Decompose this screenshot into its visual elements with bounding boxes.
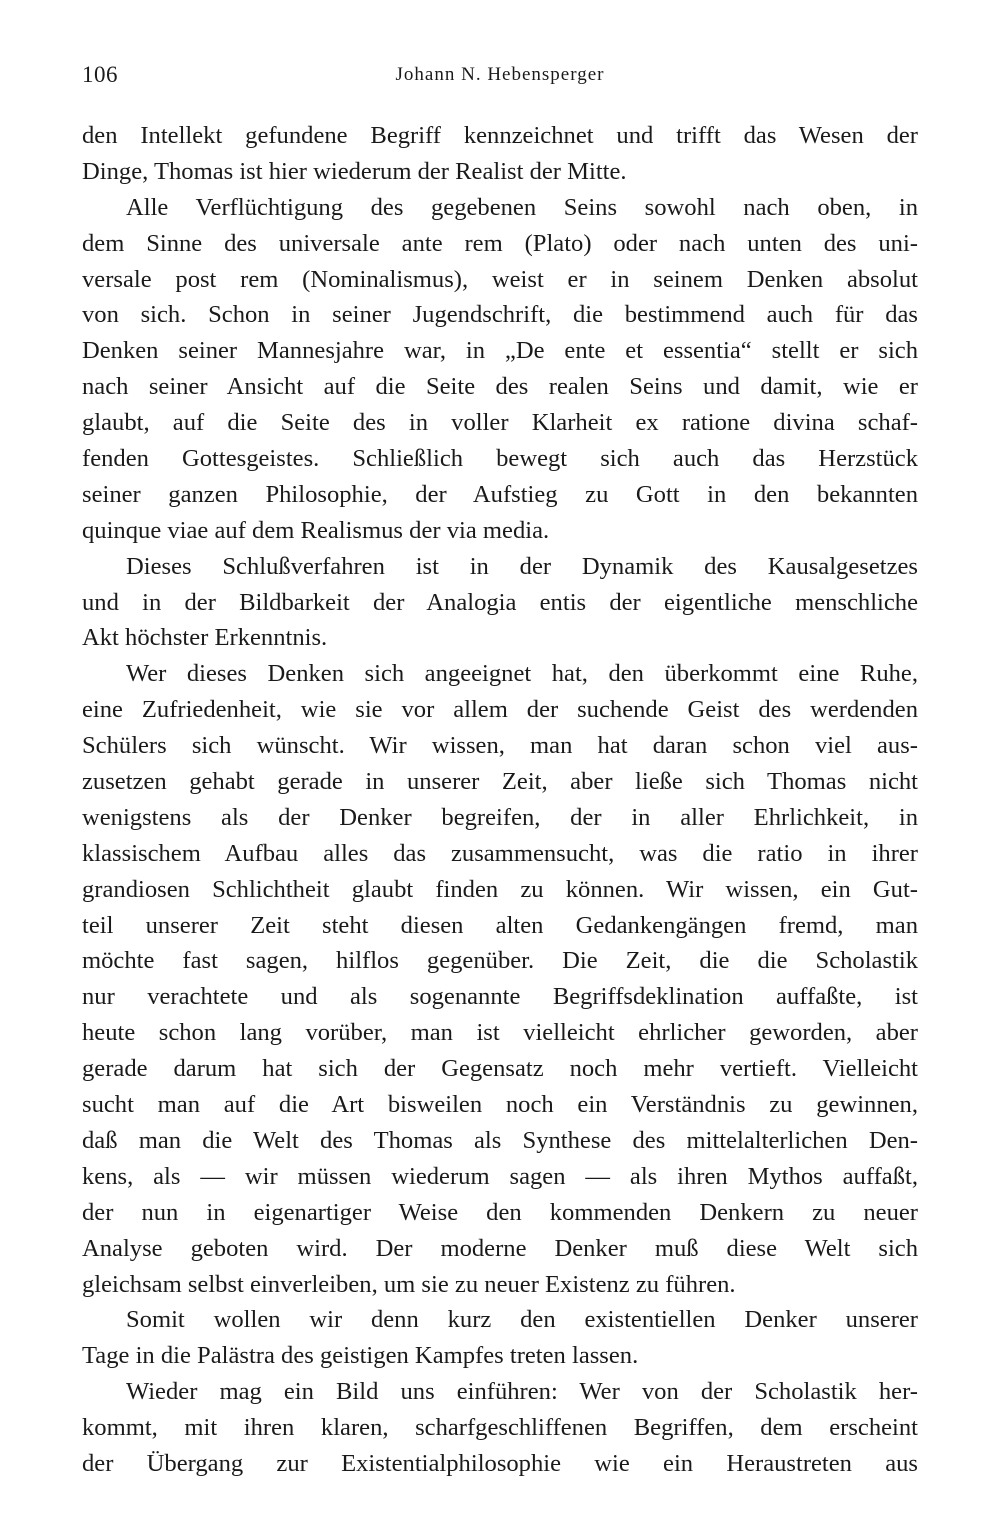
page-number: 106 [82,62,118,87]
text-line: nach seiner Ansicht auf die Seite des realen Seins und damit, wie er [82,373,918,401]
text-line: und in der Bildbarkeit der Analogia entis der eigentliche menschliche [82,588,918,616]
text-line: Tage in die Palästra des geistigen Kampfes treten lassen. [82,1342,639,1370]
text-line: von sich. Schon in seiner Jugendschrift, die bestimmend auch für das [82,301,918,329]
text-line: der Übergang zur Existentialphilosophie wie ein Heraustreten aus [82,1449,918,1477]
text-line: Somit wollen wir denn kurz den existentiellen Denker unserer [126,1306,918,1334]
text-line: grandiosen Schlichtheit glaubt finden zu können. Wir wissen, ein Gut- [82,875,918,903]
text-line: versale post rem (Nominalismus), weist er in seinem Denken absolut [82,265,918,293]
text-line: kens, als — wir müssen wiederum sagen — als ihren Mythos auffaßt, [82,1162,918,1190]
text-line: glaubt, auf die Seite des in voller Klarheit ex ratione divina schaf- [82,409,918,437]
text-line: Wieder mag ein Bild uns einführen: Wer von der Scholastik her- [126,1378,918,1406]
text-line: klassischem Aufbau alles das zusammensucht, was die ratio in ihrer [82,839,918,867]
text-line: heute schon lang vorüber, man ist vielleicht ehrlicher geworden, aber [82,1019,918,1047]
text-line: gerade darum hat sich der Gegensatz noch mehr vertieft. Vielleicht [82,1055,918,1083]
text-line: der nun in eigenartiger Weise den kommenden Denkern zu neuer [82,1198,918,1226]
text-line: daß man die Welt des Thomas als Synthese des mittelalterlichen Den- [82,1126,918,1154]
text-line: Akt höchster Erkenntnis. [82,624,328,652]
text-line: gleichsam selbst einverleiben, um sie zu neuer Existenz zu führen. [82,1270,736,1298]
text-line: zusetzen gehabt gerade in unserer Zeit, aber ließe sich Thomas nicht [82,768,918,796]
text-line: sucht man auf die Art bisweilen noch ein Verständnis zu gewinnen, [82,1091,918,1119]
text-line: teil unserer Zeit steht diesen alten Gedankengängen fremd, man [82,911,918,939]
text-line: quinque viae auf dem Realismus der via media. [82,516,550,544]
text-line: möchte fast sagen, hilflos gegenüber. Die Zeit, die die Scholastik [82,947,918,975]
text-line: Analyse geboten wird. Der moderne Denker muß diese Welt sich [82,1234,918,1262]
text-line: Alle Verflüchtigung des gegebenen Seins sowohl nach oben, in [126,193,918,221]
text-line: fenden Gottesgeistes. Schließlich bewegt sich auch das Herzstück [82,445,918,473]
text-line: eine Zufriedenheit, wie sie vor allem der suchende Geist des werdenden [82,696,918,724]
running-head: Johann N. Hebensperger [395,64,605,85]
page-header [82,62,918,92]
text-line: Wer dieses Denken sich angeeignet hat, den überkommt eine Ruhe, [126,660,918,688]
body-text [82,118,918,1482]
text-line: Dieses Schlußverfahren ist in der Dynamik des Kausalgesetzes [126,552,918,580]
text-line: nur verachtete und als sogenannte Begriffsdeklination auffaßte, ist [82,983,918,1011]
text-line: den Intellekt gefundene Begriff kennzeichnet und trifft das Wesen der [82,122,918,149]
text-line: wenigstens als der Denker begreifen, der in aller Ehrlichkeit, in [82,803,918,831]
text-line: kommt, mit ihren klaren, scharfgeschliffenen Begriffen, dem erscheint [82,1414,918,1442]
text-line: Denken seiner Mannesjahre war, in „De ente et essentia“ stellt er sich [82,337,918,365]
text-line: Schülers sich wünscht. Wir wissen, man hat daran schon viel aus- [82,732,918,760]
text-line: seiner ganzen Philosophie, der Aufstieg zu Gott in den bekannten [82,480,918,508]
text-line: Dinge, Thomas ist hier wiederum der Realist der Mitte. [82,157,627,185]
text-line: dem Sinne des universale ante rem (Plato) oder nach unten des uni- [82,229,918,257]
